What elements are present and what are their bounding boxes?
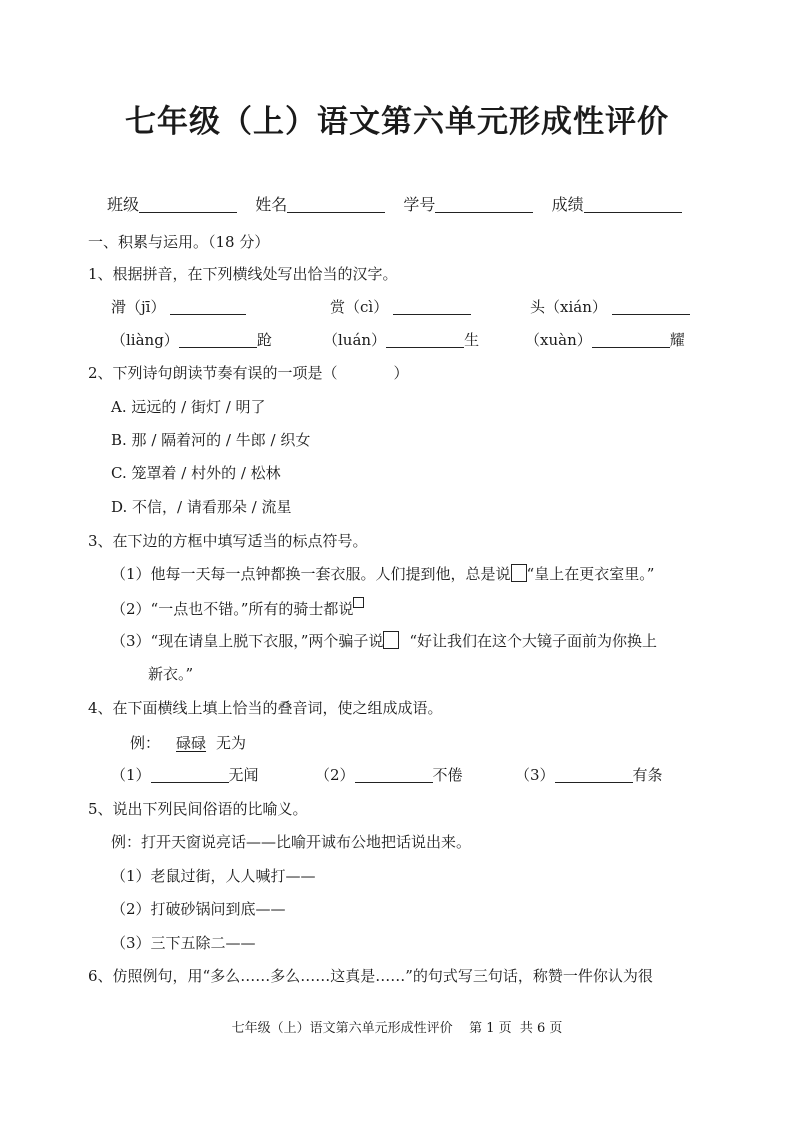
- question-1-prompt: 1、根据拼音，在下列横线处写出恰当的汉字。: [88, 265, 398, 283]
- q5-example: 例：打开天窗说亮话——比喻开诚布公地把话说出来。: [111, 833, 472, 851]
- q1-item-2: 赏（cì）: [330, 297, 471, 317]
- name-label: 姓名: [255, 195, 288, 214]
- answer-blank[interactable]: [355, 766, 433, 783]
- q1-item-6: （xuàn） 耀: [525, 331, 685, 349]
- score-label: 成绩: [551, 195, 584, 214]
- answer-blank[interactable]: [151, 766, 229, 783]
- answer-blank[interactable]: [592, 331, 670, 348]
- option-a: A. 远远的 / 街灯 / 明了: [111, 398, 266, 416]
- q5-item-3: （3）三下五除二——: [111, 934, 256, 952]
- option-c: C. 笼罩着 / 村外的 / 松林: [111, 464, 281, 482]
- punctuation-box[interactable]: [383, 631, 399, 649]
- class-field[interactable]: [139, 196, 237, 213]
- q1-item-4: （liàng） 跄: [111, 331, 272, 349]
- name-field[interactable]: [287, 196, 385, 213]
- answer-blank[interactable]: [393, 298, 471, 315]
- answer-blank[interactable]: [612, 298, 690, 315]
- punctuation-box[interactable]: [511, 564, 527, 582]
- q5-item-2: （2）打破砂锅问到底——: [111, 900, 286, 918]
- question-3-prompt: 3、在下边的方框中填写适当的标点符号。: [88, 532, 368, 550]
- q1-item-1: 滑（jī）: [111, 297, 246, 317]
- answer-blank[interactable]: [386, 331, 464, 348]
- option-d: D. 不信，/ 请看那朵 / 流星: [111, 498, 292, 516]
- q3-sentence-3: （3）“现在请皇上脱下衣服，”两个骗子说 “好让我们在这个大镜子面前为你换上: [111, 632, 658, 650]
- class-label: 班级: [107, 195, 140, 214]
- section-heading: 一、积累与运用。（18 分）: [88, 233, 270, 251]
- score-field[interactable]: [584, 196, 682, 213]
- student-info-row: [107, 195, 682, 215]
- q3-sentence-3-cont: 新衣。”: [148, 665, 194, 683]
- q1-item-3: 头（xián）: [530, 297, 690, 317]
- question-2-prompt: 2、下列诗句朗读节奏有误的一项是（ ）: [88, 364, 409, 382]
- q3-sentence-2: （2）“一点也不错。”所有的骑士都说: [111, 597, 364, 619]
- q4-item-2: （2） 不倦: [315, 766, 463, 784]
- answer-blank[interactable]: [170, 298, 246, 315]
- number-field[interactable]: [435, 196, 533, 213]
- q4-item-3: （3） 有条: [515, 766, 663, 784]
- q3-sentence-1: （1）他每一天每一点钟都换一套衣服。人们提到他，总是说 “皇上在更衣室里。”: [111, 565, 655, 583]
- answer-blank[interactable]: [555, 766, 633, 783]
- q4-example: 例： 碌碌 无为: [130, 734, 247, 752]
- q4-item-1: （1） 无闻: [111, 766, 259, 784]
- example-answer: 碌碌: [176, 734, 207, 752]
- option-b: B. 那 / 隔着河的 / 牛郎 / 织女: [111, 431, 311, 449]
- punctuation-box[interactable]: [353, 597, 364, 608]
- q1-item-5: （luán） 生: [323, 331, 480, 349]
- question-6-prompt: 6、仿照例句，用“多么……多么……这真是……”的句式写三句话，称赞一件你认为很: [88, 967, 653, 985]
- page-title: 七年级（上）语文第六单元形成性评价: [125, 104, 669, 140]
- question-5-prompt: 5、说出下列民间俗语的比喻义。: [88, 800, 308, 818]
- q5-item-1: （1）老鼠过街，人人喊打——: [111, 867, 316, 885]
- page-footer: 七年级（上）语文第六单元形成性评价 第 1 页 共 6 页: [231, 1021, 563, 1036]
- question-4-prompt: 4、在下面横线上填上恰当的叠音词，使之组成成语。: [88, 699, 443, 717]
- answer-blank[interactable]: [179, 331, 257, 348]
- number-label: 学号: [403, 195, 436, 214]
